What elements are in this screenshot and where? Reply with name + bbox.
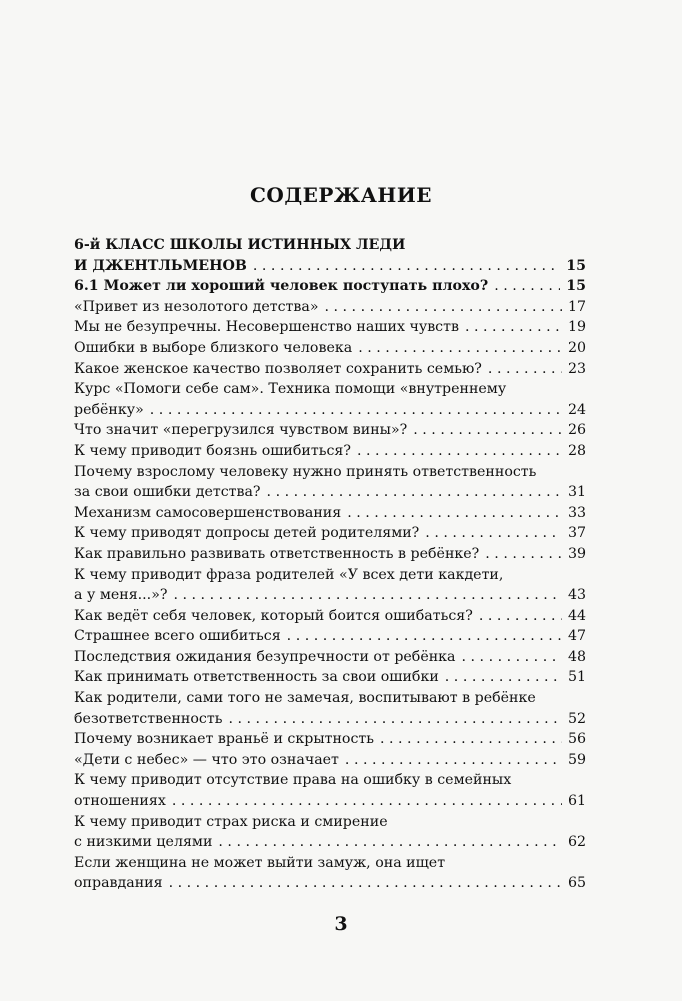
dot-leader	[325, 297, 562, 318]
toc-entry-title-line: И ДЖЕНТЛЬМЕНОВ	[74, 257, 247, 274]
toc-entry-row	[74, 729, 586, 750]
toc-entry	[74, 276, 586, 297]
toc-entry	[74, 606, 586, 627]
toc-entry-page: 61	[567, 793, 586, 810]
toc-entry	[74, 667, 586, 688]
toc-entry-row	[74, 606, 586, 627]
toc-entry-title-line: Какое женское качество позволяет сохранить семью?	[74, 360, 482, 377]
dot-leader	[345, 750, 562, 771]
toc-entry-row	[74, 297, 586, 318]
toc-entry-row	[74, 791, 586, 812]
toc-entry-title-line: Механизм самосовершенствования	[74, 504, 342, 521]
toc-entry-row	[74, 256, 586, 277]
toc-entry-row	[74, 441, 586, 462]
toc-entry-title-line: Если женщина не может выйти замуж, она ищет	[74, 854, 446, 871]
dot-leader	[485, 544, 562, 565]
toc-entry-title-line: отношениях	[74, 793, 166, 810]
toc-entry-row	[74, 667, 586, 688]
toc-entry-row	[74, 482, 586, 503]
toc-entry-title-line: с низкими целями	[74, 834, 213, 851]
dot-leader	[380, 729, 562, 750]
toc-entry	[74, 626, 586, 647]
page-number: 3	[334, 913, 348, 935]
dot-leader	[218, 832, 562, 853]
toc-entry-page: 17	[567, 298, 586, 315]
toc-entry	[74, 420, 586, 441]
toc-entry-title-line: Последствия ожидания безупречности от ребёнка	[74, 648, 456, 665]
dot-leader	[425, 523, 562, 544]
toc-entry-title-line: оправдания	[74, 875, 163, 892]
toc-entry-row	[74, 338, 586, 359]
toc-entry	[74, 317, 586, 338]
toc-entry-title-line: Мы не безупречны. Несовершенство наших чувств	[74, 319, 459, 336]
toc-entry-page: 47	[567, 628, 586, 645]
toc-entry-title-line: Как родители, сами того не замечая, воспитывают в ребёнке	[74, 690, 536, 707]
toc-entry	[74, 235, 586, 276]
toc-entry-title-line: Ошибки в выборе близкого человека	[74, 339, 353, 356]
toc-entry-page: 59	[567, 751, 586, 768]
toc-entry	[74, 750, 586, 771]
toc-entry-title-line: Страшнее всего ошибиться	[74, 628, 281, 645]
toc-entry-page: 39	[567, 545, 586, 562]
toc-entry-page: 44	[567, 607, 586, 624]
toc-entry-page: 33	[567, 504, 586, 521]
dot-leader	[462, 647, 562, 668]
toc-entry-page: 19	[567, 319, 586, 336]
toc-entry-title-line: К чему приводит отсутствие права на ошибку в семейных	[74, 772, 512, 789]
toc-entry-page: 62	[567, 834, 586, 851]
toc-entry-title-line: Как принимать ответственность за свои ошибки	[74, 669, 439, 686]
dot-leader	[465, 317, 562, 338]
toc-entry-page: 15	[566, 257, 586, 274]
toc-entry	[74, 441, 586, 462]
toc-entry-title-line: «Привет из незолотого детства»	[74, 298, 319, 315]
toc-entry-title-line: Почему взрослому человеку нужно принять ответственность	[74, 463, 537, 480]
toc-entry-row	[74, 400, 586, 421]
toc-entry-row	[74, 359, 586, 380]
table-of-contents	[74, 235, 586, 894]
toc-entry-row	[74, 276, 586, 297]
toc-entry-row	[74, 544, 586, 565]
toc-entry	[74, 379, 586, 420]
toc-entry-title-line: ребёнку»	[74, 401, 144, 418]
toc-entry-title-line: 6-й КЛАСС ШКОЛЫ ИСТИННЫХ ЛЕДИ	[74, 237, 406, 253]
toc-entry-title-line: К чему приводит фраза родителей «У всех дети какдети,	[74, 566, 504, 583]
toc-entry-row	[74, 832, 586, 853]
toc-entry-page: 28	[567, 442, 586, 459]
toc-entry-row	[74, 709, 586, 730]
toc-entry-page: 52	[567, 710, 586, 727]
toc-entry-title-line: «Дети с небес» — что это означает	[74, 751, 339, 768]
toc-entry	[74, 853, 586, 894]
toc-entry	[74, 647, 586, 668]
toc-entry-page: 43	[567, 587, 586, 604]
toc-entry-page: 65	[567, 875, 586, 892]
toc-entry-page: 24	[567, 401, 586, 418]
toc-entry-row	[74, 626, 586, 647]
toc-entry-title-line: Как правильно развивать ответственность в ребёнке?	[74, 545, 480, 562]
toc-entry-page: 15	[566, 278, 586, 295]
toc-entry-title-line: К чему приводит страх риска и смирение	[74, 813, 388, 830]
toc-entry-row	[74, 873, 586, 894]
toc-entry-row	[74, 503, 586, 524]
dot-leader	[169, 873, 562, 894]
toc-entry	[74, 729, 586, 750]
dot-leader	[173, 585, 561, 606]
toc-entry	[74, 523, 586, 544]
toc-entry	[74, 462, 586, 503]
toc-entry-title-line: а у меня...»?	[74, 587, 168, 604]
toc-entry-title-line: Почему возникает враньё и скрытность	[74, 731, 374, 748]
dot-leader	[445, 667, 562, 688]
toc-entry-row	[74, 317, 586, 338]
toc-entry	[74, 503, 586, 524]
toc-entry	[74, 544, 586, 565]
toc-entry-row	[74, 647, 586, 668]
dot-leader	[413, 420, 562, 441]
toc-entry	[74, 688, 586, 729]
toc-entry-page: 20	[567, 339, 586, 356]
dot-leader	[267, 482, 562, 503]
toc-entry-page: 51	[567, 669, 586, 686]
dot-leader	[228, 709, 561, 730]
toc-entry	[74, 565, 586, 606]
dot-leader	[488, 359, 562, 380]
toc-heading: СОДЕРЖАНИЕ	[250, 183, 432, 207]
toc-entry-row	[74, 750, 586, 771]
toc-entry	[74, 359, 586, 380]
toc-entry	[74, 770, 586, 811]
toc-entry	[74, 297, 586, 318]
dot-leader	[172, 791, 562, 812]
dot-leader	[347, 503, 562, 524]
dot-leader	[150, 400, 562, 421]
dot-leader	[494, 276, 560, 297]
toc-entry-page: 31	[567, 484, 586, 501]
toc-entry	[74, 338, 586, 359]
dot-leader	[358, 338, 562, 359]
toc-entry-title-line: за свои ошибки детства?	[74, 484, 261, 501]
toc-entry-page: 37	[567, 525, 586, 542]
dot-leader	[253, 256, 560, 277]
toc-entry-page: 56	[567, 731, 586, 748]
toc-entry-page: 48	[567, 648, 586, 665]
toc-entry-title-line: К чему приводит боязнь ошибиться?	[74, 442, 351, 459]
toc-entry	[74, 812, 586, 853]
dot-leader	[357, 441, 562, 462]
toc-entry-title-line: 6.1 Может ли хороший человек поступать плохо?	[74, 278, 489, 295]
toc-entry-row	[74, 420, 586, 441]
toc-entry-title-line: Курс «Помоги себе сам». Техника помощи «внутреннему	[74, 381, 507, 398]
toc-entry-title-line: К чему приводят допросы детей родителями?	[74, 525, 420, 542]
toc-entry-title-line: Как ведёт себя человек, который боится ошибаться?	[74, 607, 473, 624]
dot-leader	[479, 606, 562, 627]
toc-entry-page: 26	[567, 422, 586, 439]
toc-entry-row	[74, 523, 586, 544]
toc-entry-title-line: Что значит «перегрузился чувством вины»?	[74, 422, 408, 439]
toc-entry-page: 23	[567, 360, 586, 377]
dot-leader	[287, 626, 562, 647]
toc-entry-row	[74, 585, 586, 606]
toc-entry-title-line: безответственность	[74, 710, 223, 727]
